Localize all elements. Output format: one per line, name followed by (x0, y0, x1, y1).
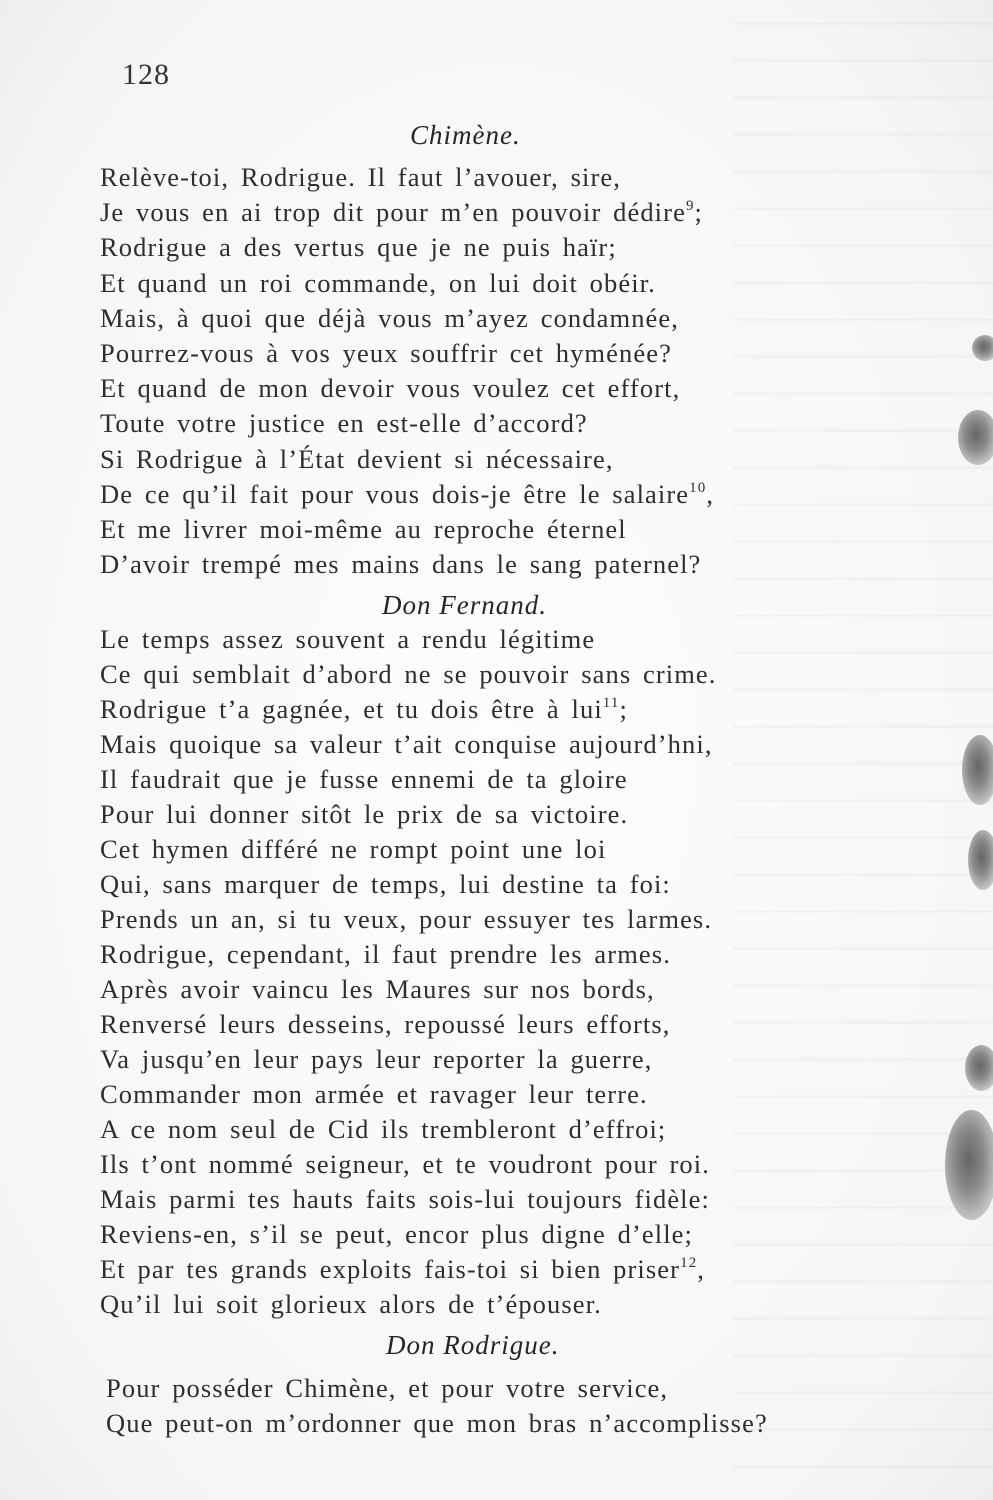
verse-text: Le temps assez souvent a rendu légitime (100, 624, 596, 654)
bleed-through-text (733, 0, 993, 1500)
verse-text: Il faudrait que je fusse ennemi de ta gloire (100, 764, 628, 794)
page-number: 128 (122, 58, 170, 91)
ink-stain (965, 1045, 993, 1091)
verse-line (100, 661, 717, 688)
verse-text: Ce qui semblait d’abord ne se pouvoir sans crime. (100, 659, 717, 689)
verse-punctuation: ; (694, 197, 704, 228)
ink-stain (962, 735, 993, 805)
verse-line (100, 731, 713, 758)
verse-text: D’avoir trempé mes mains dans le sang paternel? (100, 549, 702, 580)
speaker-heading: Don Fernand. (382, 590, 547, 620)
verse-line (100, 801, 628, 828)
verse-line (100, 766, 628, 793)
verse-text: Ils t’ont nommé seigneur, et te voudront pour roi. (100, 1149, 710, 1179)
verse-line (100, 1186, 710, 1213)
verse-line (100, 164, 621, 191)
verse-text: Pourrez-vous à vos yeux souffrir cet hyménée? (100, 338, 672, 368)
ink-stain (945, 1110, 993, 1220)
verse-line (100, 906, 712, 933)
verse-line (100, 443, 614, 474)
verse-line (100, 976, 655, 1003)
verse-text: Renversé leurs desseins, repoussé leurs efforts, (100, 1009, 671, 1039)
verse-line (100, 696, 628, 723)
verse-text: A ce nom seul de Cid ils trembleront d’effroi; (100, 1114, 667, 1144)
verse-text: Qu’il lui soit glorieux alors de t’épouser. (100, 1289, 602, 1319)
footnote-marker: 12 (680, 1255, 698, 1271)
verse-line (100, 1221, 693, 1248)
verse-text: Mais parmi tes hauts faits sois-lui toujours fidèle: (100, 1184, 710, 1214)
verse-text: Mais quoique sa valeur t’ait conquise aujourd’hni, (100, 729, 713, 759)
verse-line (100, 1081, 648, 1108)
verse-text: Toute votre justice en est-elle d’accord? (100, 408, 588, 439)
footnote-marker: 11 (602, 695, 620, 711)
ink-stain (968, 830, 993, 890)
verse-punctuation: , (706, 478, 715, 509)
ink-stain (972, 335, 993, 361)
verse-line (100, 626, 595, 653)
footnote-marker: 10 (689, 479, 707, 496)
ink-stain (958, 410, 993, 465)
verse-line (100, 340, 672, 367)
verse-line (100, 410, 588, 437)
speaker-heading: Chimène. (410, 120, 521, 150)
verse-text: Rodrigue a des vertus que je ne puis haïr; (100, 232, 617, 263)
verse-line (100, 478, 715, 509)
verse-text: Et me livrer moi-même au reproche éternel (100, 514, 627, 544)
verse-text: Pour lui donner sitôt le prix de sa victoire. (100, 799, 629, 829)
verse-line (100, 1151, 710, 1178)
verse-line (100, 516, 627, 543)
verse-text: Cet hymen différé ne rompt point une loi (100, 834, 607, 864)
verse-line (100, 1116, 666, 1143)
speaker-heading: Don Rodrigue. (386, 1330, 560, 1360)
verse-text: Prends un an, si tu veux, pour essuyer tes larmes. (100, 904, 713, 934)
verse-text: Je vous en ai trop dit pour m’en pouvoir dédire (100, 197, 686, 228)
verse-line (106, 1375, 668, 1402)
verse-line (100, 1011, 671, 1038)
verse-text: Pour posséder Chimène, et pour votre service, (106, 1373, 669, 1403)
verse-text: Va jusqu’en leur pays leur reporter la guerre, (100, 1044, 653, 1074)
verse-text: Qui, sans marquer de temps, lui destine ta foi: (100, 869, 671, 899)
verse-line (100, 1046, 652, 1073)
verse-line (100, 375, 680, 402)
verse-line (100, 267, 656, 298)
verse-line (100, 836, 606, 863)
verse-text: Que peut-on m’ordonner que mon bras n’accomplisse? (106, 1408, 768, 1438)
verse-line (100, 871, 671, 898)
verse-punctuation: ; (619, 694, 628, 724)
verse-text: Après avoir vaincu les Maures sur nos bords, (100, 974, 655, 1004)
verse-line (100, 551, 701, 578)
verse-text: Relève-toi, Rodrigue. Il faut l’avouer, sire, (100, 162, 621, 192)
verse-line (100, 199, 703, 226)
verse-text: De ce qu’il fait pour vous dois-je être le salaire (100, 478, 690, 509)
verse-punctuation: , (697, 1254, 706, 1284)
verse-text: Reviens-en, s’il se peut, encor plus digne d’elle; (100, 1219, 693, 1249)
verse-text: Et quand un roi commande, on lui doit obéir. (100, 267, 656, 298)
verse-text: Si Rodrigue à l’État devient si nécessaire, (100, 443, 614, 474)
verse-text: Et quand de mon devoir vous voulez cet effort, (100, 373, 681, 404)
verse-text: Mais, à quoi que déjà vous m’ayez condamnée, (100, 302, 679, 333)
verse-line (100, 1256, 705, 1283)
verse-text: Commander mon armée et ravager leur terre. (100, 1079, 648, 1109)
verse-line (106, 1410, 768, 1437)
verse-text: Et par tes grands exploits fais-toi si bien priser (100, 1254, 681, 1284)
verse-line (100, 1291, 602, 1318)
verse-line (100, 302, 679, 333)
verse-text: Rodrigue t’a gagnée, et tu dois être à lui (100, 694, 603, 724)
footnote-marker: 9 (685, 198, 695, 215)
verse-line (100, 234, 617, 261)
verse-line (100, 941, 671, 968)
verse-text: Rodrigue, cependant, il faut prendre les armes. (100, 939, 671, 969)
